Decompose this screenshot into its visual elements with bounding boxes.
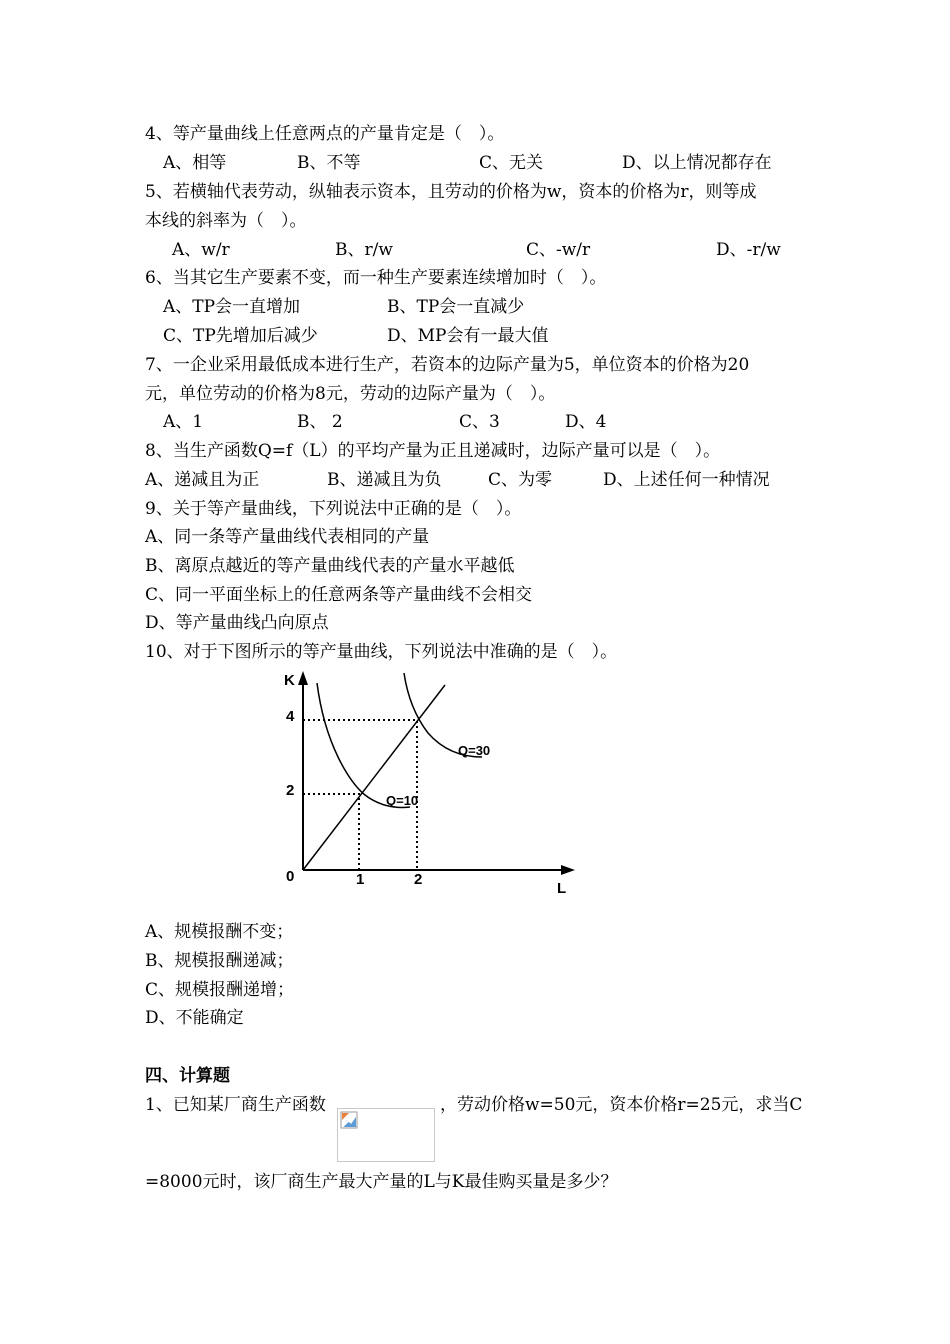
q6-stem: 6、当其它生产要素不变，而一种生产要素连续增加时（ ）。 [145,268,607,288]
q4-option-c: C、无关 [479,153,544,173]
q8-option-b: B、递减且为负 [327,470,442,490]
q4-option-a: A、相等 [163,153,227,173]
q10-option-c: C、规模报酬递增； [145,980,295,1000]
y-tick-4: 4 [286,708,295,725]
isoquant-figure [270,665,590,905]
q9-option-d: D、等产量曲线凸向原点 [145,613,329,633]
q7-option-b: B、 2 [297,412,343,432]
x-axis-arrow [561,865,575,875]
label-q30: Q=30 [458,743,491,758]
q7-option-d: D、4 [565,412,607,432]
q5-option-b: B、r/w [335,240,393,260]
q6-option-c: C、TP先增加后减少 [163,326,318,346]
q10-option-b: B、规模报酬递减； [145,951,294,971]
label-q10: Q=10 [386,793,419,808]
q6-option-a: A、TP会一直增加 [163,297,301,317]
y-axis-arrow [298,671,308,685]
q8-option-a: A、递减且为正 [145,470,260,490]
x-axis-label: L [557,880,567,897]
y-tick-2: 2 [286,782,295,799]
calc-q1-line2: =8000元时，该厂商生产最大产量的L与K最佳购买量是多少？ [145,1172,618,1192]
q4-option-d: D、以上情况都存在 [622,153,772,173]
section-heading: 四、计算题 [145,1066,230,1086]
q6-option-b: B、TP会一直减少 [387,297,525,317]
y-axis-label: K [284,672,295,689]
origin-label: 0 [286,868,295,885]
expansion-ray [303,685,445,870]
q6-option-d: D、MP会有一最大值 [387,326,549,346]
q8-option-d: D、上述任何一种情况 [603,470,770,490]
x-tick-1: 1 [356,871,365,888]
q8-stem: 8、当生产函数Q=f（L）的平均产量为正且递减时，边际产量可以是（ ）。 [145,441,721,461]
q4-stem: 4、等产量曲线上任意两点的产量肯定是（ ）。 [145,124,505,144]
x-tick-2: 2 [414,871,423,888]
q9-option-b: B、离原点越近的等产量曲线代表的产量水平越低 [145,556,515,576]
q8-option-c: C、为零 [488,470,553,490]
q5-stem-line1: 5、若横轴代表劳动，纵轴表示资本，且劳动的价格为w，资本的价格为r，则等成 [145,182,757,202]
q10-stem: 10、对于下图所示的等产量曲线，下列说法中准确的是（ ）。 [145,642,618,662]
isoquant-q10 [317,683,410,808]
q7-stem-line2: 元，单位劳动的价格为8元，劳动的边际产量为（ ）。 [145,384,556,404]
q4-option-b: B、不等 [297,153,361,173]
q5-option-a: A、w/r [172,240,230,260]
q7-stem-line1: 7、一企业采用最低成本进行生产，若资本的边际产量为5，单位资本的价格为20 [145,355,750,375]
production-function-image [337,1108,435,1162]
q5-option-d: D、-r/w [716,240,781,260]
calc-q1-part1: 1、已知某厂商生产函数 [145,1095,326,1115]
q9-option-c: C、同一平面坐标上的任意两条等产量曲线不会相交 [145,585,533,605]
q5-stem-line2: 本线的斜率为（ ）。 [145,211,307,231]
q5-option-c: C、-w/r [526,240,591,260]
q7-option-c: C、3 [459,412,500,432]
q10-option-d: D、不能确定 [145,1008,244,1028]
broken-image-icon [340,1111,358,1129]
q9-stem: 9、关于等产量曲线，下列说法中正确的是（ ）。 [145,499,522,519]
q7-option-a: A、1 [163,412,204,432]
q9-option-a: A、同一条等产量曲线代表相同的产量 [145,527,430,547]
calc-q1-part2: ，劳动价格w=50元，资本价格r=25元，求当C [440,1095,803,1115]
q10-option-a: A、规模报酬不变； [145,922,294,942]
